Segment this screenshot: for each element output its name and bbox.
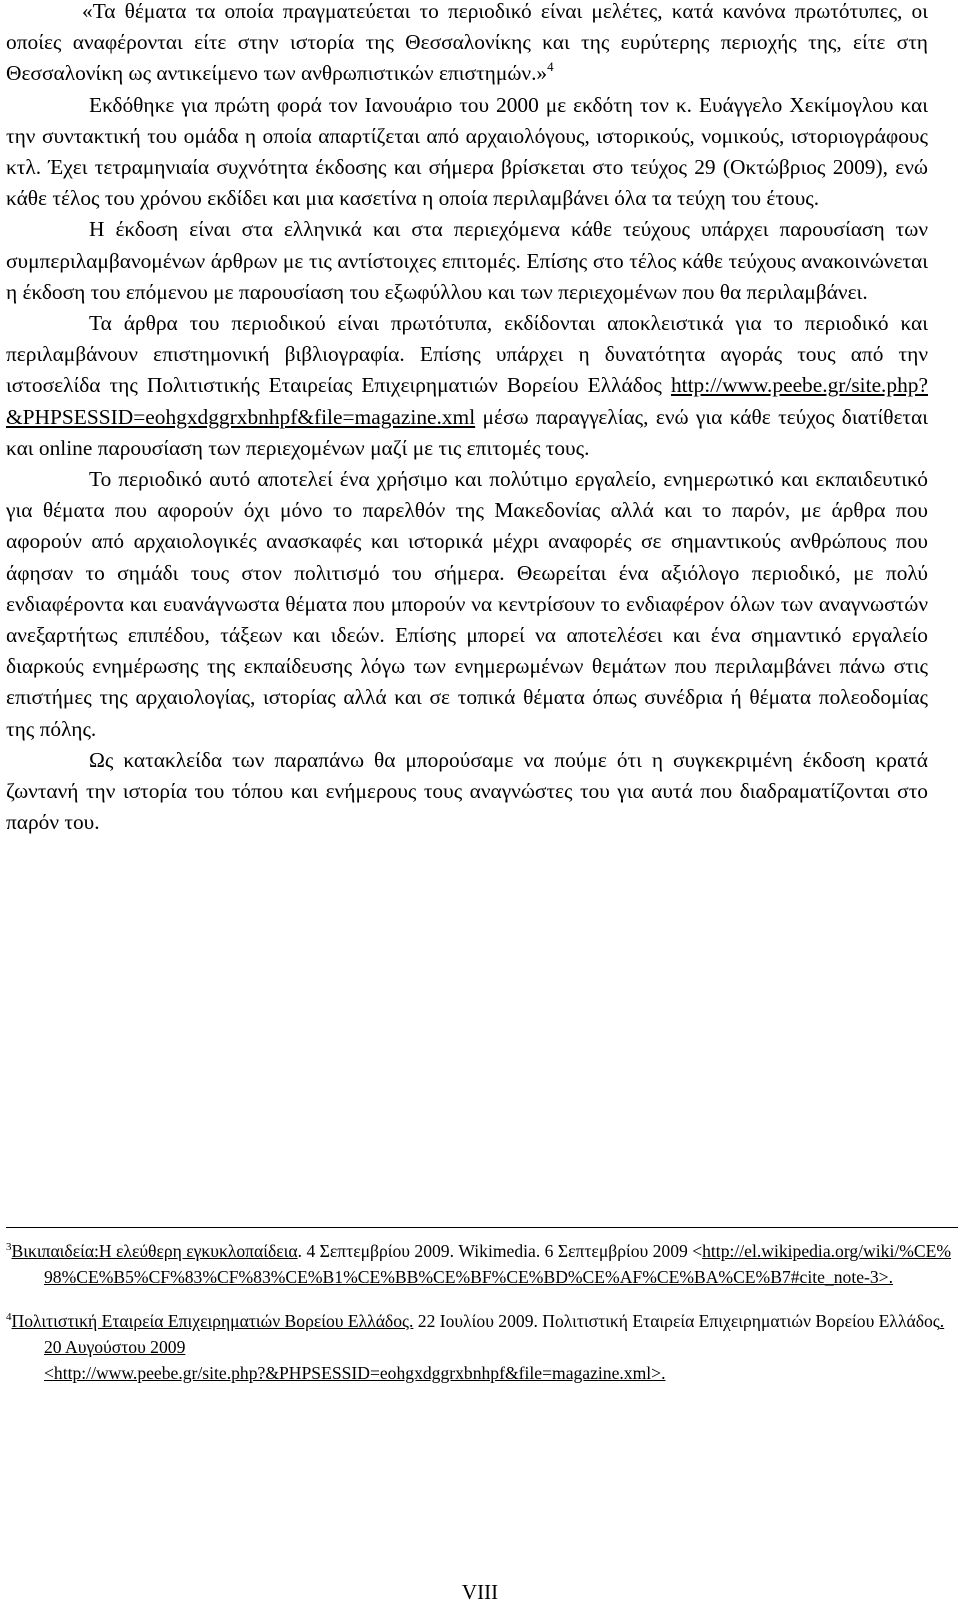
footnote-ref-4[interactable]: 4 (547, 59, 554, 75)
footnote-4-url[interactable]: <http://www.peebe.gr/site.php?&PHPSESSID=eohgxdggrxbnhpf&file=magazine.xml>. (44, 1363, 666, 1383)
paragraph-articles (6, 308, 928, 464)
footnote-number: 4 (6, 1311, 12, 1323)
footnote-4 (6, 1308, 956, 1386)
paragraph-language: Η έκδοση είναι στα ελληνικά και στα περιεχόμενα κάθε τεύχους υπάρχει παρουσίαση των συμπεριλαμβανομένων άρθρων με τις αντίστοιχες επιτομές. Επίσης στο τέλος κάθε τεύχους ανακοινώνεται η έκδοση του επόμενου με παρουσίαση του εξωφύλλου και των περιεχομένων που θα περιλαμβάνει. (6, 217, 928, 304)
footnote-separator (6, 1227, 958, 1228)
footnote-4-date-link[interactable]: . 20 Αυγούστου 2009 (44, 1311, 945, 1357)
paragraph-usefulness: Το περιοδικό αυτό αποτελεί ένα χρήσιμο και πολύτιμο εργαλείο, ενημερωτικό και εκπαιδευτικό για θέματα που αφορούν όχι μόνο το παρελθόν της Μακεδονίας αλλά και το παρόν, με άρθρα που αφορούν από αρχαιολογικές ανασκαφές και ιστορικά μέχρι αναφορές σε σημαντικούς ανθρώπους που άφησαν το σημάδι τους στον πολιτισμό του σήμερα. Θεωρείται ένα αξιόλογο περιοδικό, με πολύ ενδιαφέροντα και ευανάγνωστα θέματα που μπορούν να κεντρίσουν το ενδιαφέρον όλων των αναγνωστών ανεξαρτήτως επιπέδου, τάξεων και ιδεών. Επίσης μπορεί να αποτελέσει και ένα σημαντικό εργαλείο διαρκούς ενημέρωσης της εκπαίδευσης λόγω των ενημερωμένων θεμάτων που περιλαμβάνει πάνω στις επιστήμες της αρχαιολογίας, ιστορίας αλλά και σε τοπικά θέματα όπως συνέδρια ή θέματα πολεοδομίας της πόλης. (6, 467, 928, 741)
paragraph-articles-text-after: μέσω παραγγελίας, ενώ για κάθε τεύχος διατίθεται και online παρουσίαση των περιεχομένων μαζί με τις επιτομές τους. (6, 404, 928, 460)
paragraph-articles-text: Τα άρθρα του περιοδικού είναι πρωτότυπα, εκδίδονται αποκλειστικά για το περιοδικό και περιλαμβάνουν επιστημονική βιβλιογραφία. Επίσης υπάρχει η δυνατότητα αγοράς τους από την ιστοσελίδα της Πολιτιστικής Εταιρείας Επιχειρηματιών Βορείου Ελλάδος (6, 311, 928, 398)
quote-paragraph (6, 0, 928, 90)
footnote-number: 3 (6, 1241, 12, 1253)
footnote-4-title-link[interactable]: Πολιτιστική Εταιρεία Επιχειρηματιών Βορείου Ελλάδος. (11, 1311, 414, 1331)
paragraph-publication: Εκδόθηκε για πρώτη φορά τον Ιανουάριο του 2000 με εκδότη τον κ. Ευάγγελο Χεκίμογλου και την συντακτική του ομάδα η οποία απαρτίζεται από αρχαιολόγους, ιστορικούς, νομικούς, ιστοριογράφους κτλ. Έχει τετραμηνιαία συχνότητα έκδοσης και σήμερα βρίσκεται στο τεύχος 29 (Οκτώβριος 2009), ενώ κάθε τέλος του χρόνου εκδίδει και μια κασετίνα η οποία περιλαμβάνει όλα τα τεύχη του έτους. (6, 92, 928, 211)
footnote-3-title-link[interactable]: Βικιπαιδεία:Η ελεύθερη εγκυκλοπαίδεια (11, 1241, 298, 1261)
footnotes (6, 1238, 956, 1386)
body-text (6, 0, 928, 838)
footnote-3 (6, 1238, 956, 1290)
paragraph-conclusion: Ως κατακλείδα των παραπάνω θα μπορούσαμε να πούμε ότι η συγκεκριμένη έκδοση κρατά ζωντανή την ιστορία του τόπου και ενήμερους τους αναγνώστες του για αυτά που διαδραματίζονται στο παρόν του. (6, 747, 928, 835)
page-number: VIII (461, 1580, 499, 1604)
footnote-3-text: . 4 Σεπτεμβρίου 2009. Wikimedia. 6 Σεπτεμβρίου 2009 < (297, 1241, 703, 1261)
footnote-3-url[interactable]: http://el.wikipedia.org/wiki/%CE%98%CE%B5%CF%83%CF%83%CE%B1%CE%BB%CE%BF%CE%BD%CE%AF%CE%BA%CE%B7#cite_note-3>. (44, 1241, 952, 1287)
peebe-link[interactable]: http://www.peebe.gr/site.php?&PHPSESSID=eohgxdggrxbnhpf&file=magazine.xml (6, 373, 928, 429)
quote-text: «Τα θέματα τα οποία πραγματεύεται το περιοδικό είναι μελέτες, κατά κανόνα πρωτότυπες, οι οποίες αναφέρονται είτε στην ιστορία της Θεσσαλονίκης και της ευρύτερης περιοχής της, είτε στη Θεσσαλονίκη ως αντικείμενο των ανθρωπιστικών επιστημών.» (6, 0, 928, 86)
footnote-4-text: 22 Ιουλίου 2009. Πολιτιστική Εταιρεία Επιχειρηματιών Βορείου Ελλάδος (413, 1311, 940, 1331)
